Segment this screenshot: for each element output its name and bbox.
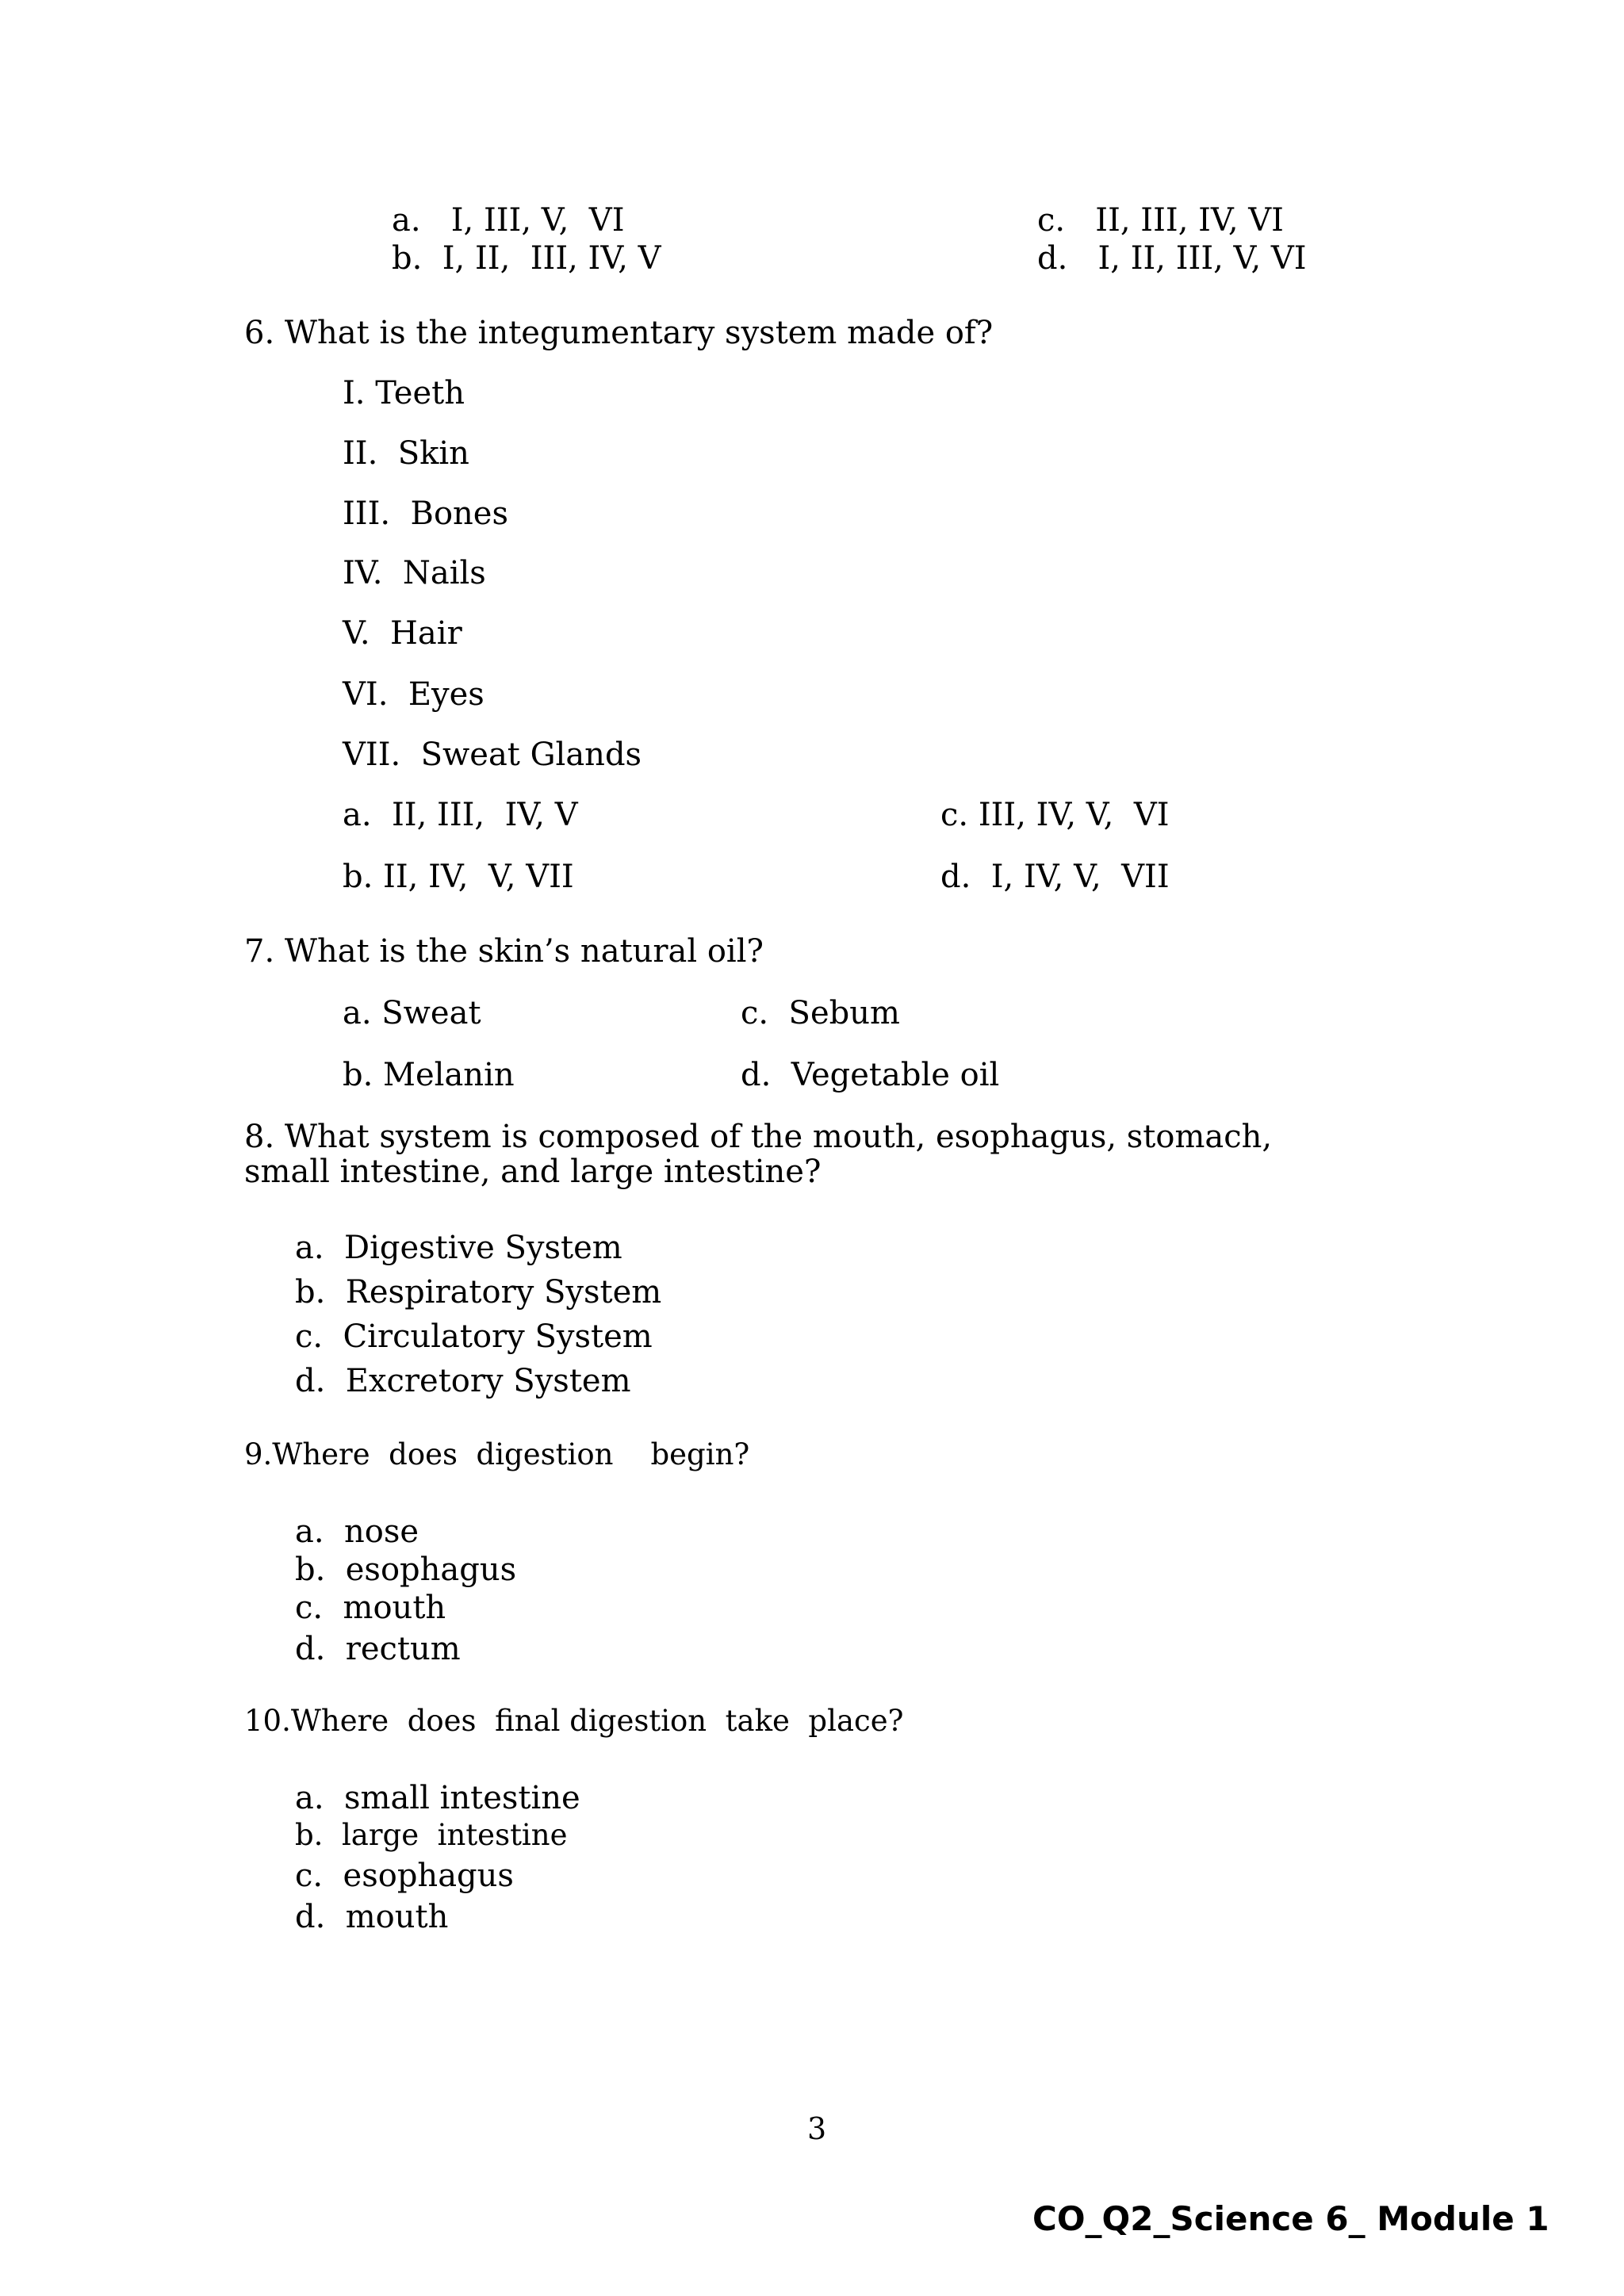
q9-question: 9.Where does digestion begin? [244, 1437, 750, 1471]
q6-item: VI. Eyes [343, 676, 485, 713]
q6-item: V. Hair [343, 615, 462, 652]
q6-item: II. Skin [343, 435, 469, 472]
q6-question: 6. What is the integumentary system made of? [244, 315, 994, 351]
q8-option: c. Circulatory System [295, 1318, 653, 1355]
q8-option: d. Excretory System [295, 1363, 631, 1399]
q6-item: III. Bones [343, 496, 508, 532]
q5-option-c: c. II, III, IV, VI [1037, 202, 1284, 239]
q8-question-line1: 8. What system is composed of the mouth, esophagus, stomach, [244, 1119, 1273, 1155]
q8-option: a. Digestive System [295, 1230, 622, 1266]
q6-option-b: b. II, IV, V, VII [343, 859, 574, 895]
q10-option: b. large intestine [295, 1818, 568, 1852]
q7-option-a: a. Sweat [343, 995, 481, 1031]
q7-option-b: b. Melanin [343, 1057, 515, 1093]
q6-item: I. Teeth [343, 375, 465, 411]
module-footer: CO_Q2_Science 6_ Module 1 [1032, 2199, 1549, 2238]
q8-option: b. Respiratory System [295, 1274, 662, 1311]
q7-option-c: c. Sebum [741, 995, 900, 1031]
q9-option: b. esophagus [295, 1552, 517, 1588]
q10-option: c. esophagus [295, 1858, 514, 1894]
q10-question: 10.Where does final digestion take place? [244, 1704, 904, 1738]
q7-question: 7. What is the skin’s natural oil? [244, 933, 764, 970]
q9-option: c. mouth [295, 1590, 446, 1626]
page-number: 3 [807, 2111, 827, 2146]
q5-option-b: b. I, II, III, IV, V [392, 240, 661, 277]
q5-option-a: a. I, III, V, VI [392, 202, 625, 239]
q8-question-line2: small intestine, and large intestine? [244, 1154, 822, 1190]
q6-option-a: a. II, III, IV, V [343, 797, 578, 833]
q9-option: a. nose [295, 1513, 419, 1550]
q10-option: a. small intestine [295, 1780, 580, 1816]
q6-item: IV. Nails [343, 555, 486, 591]
q6-option-d: d. I, IV, V, VII [940, 859, 1170, 895]
q7-option-d: d. Vegetable oil [741, 1057, 1000, 1093]
q6-option-c: c. III, IV, V, VI [940, 797, 1170, 833]
q6-item: VII. Sweat Glands [343, 737, 642, 773]
q9-option: d. rectum [295, 1631, 461, 1667]
q5-option-d: d. I, II, III, V, VI [1037, 240, 1307, 277]
q10-option: d. mouth [295, 1899, 449, 1935]
